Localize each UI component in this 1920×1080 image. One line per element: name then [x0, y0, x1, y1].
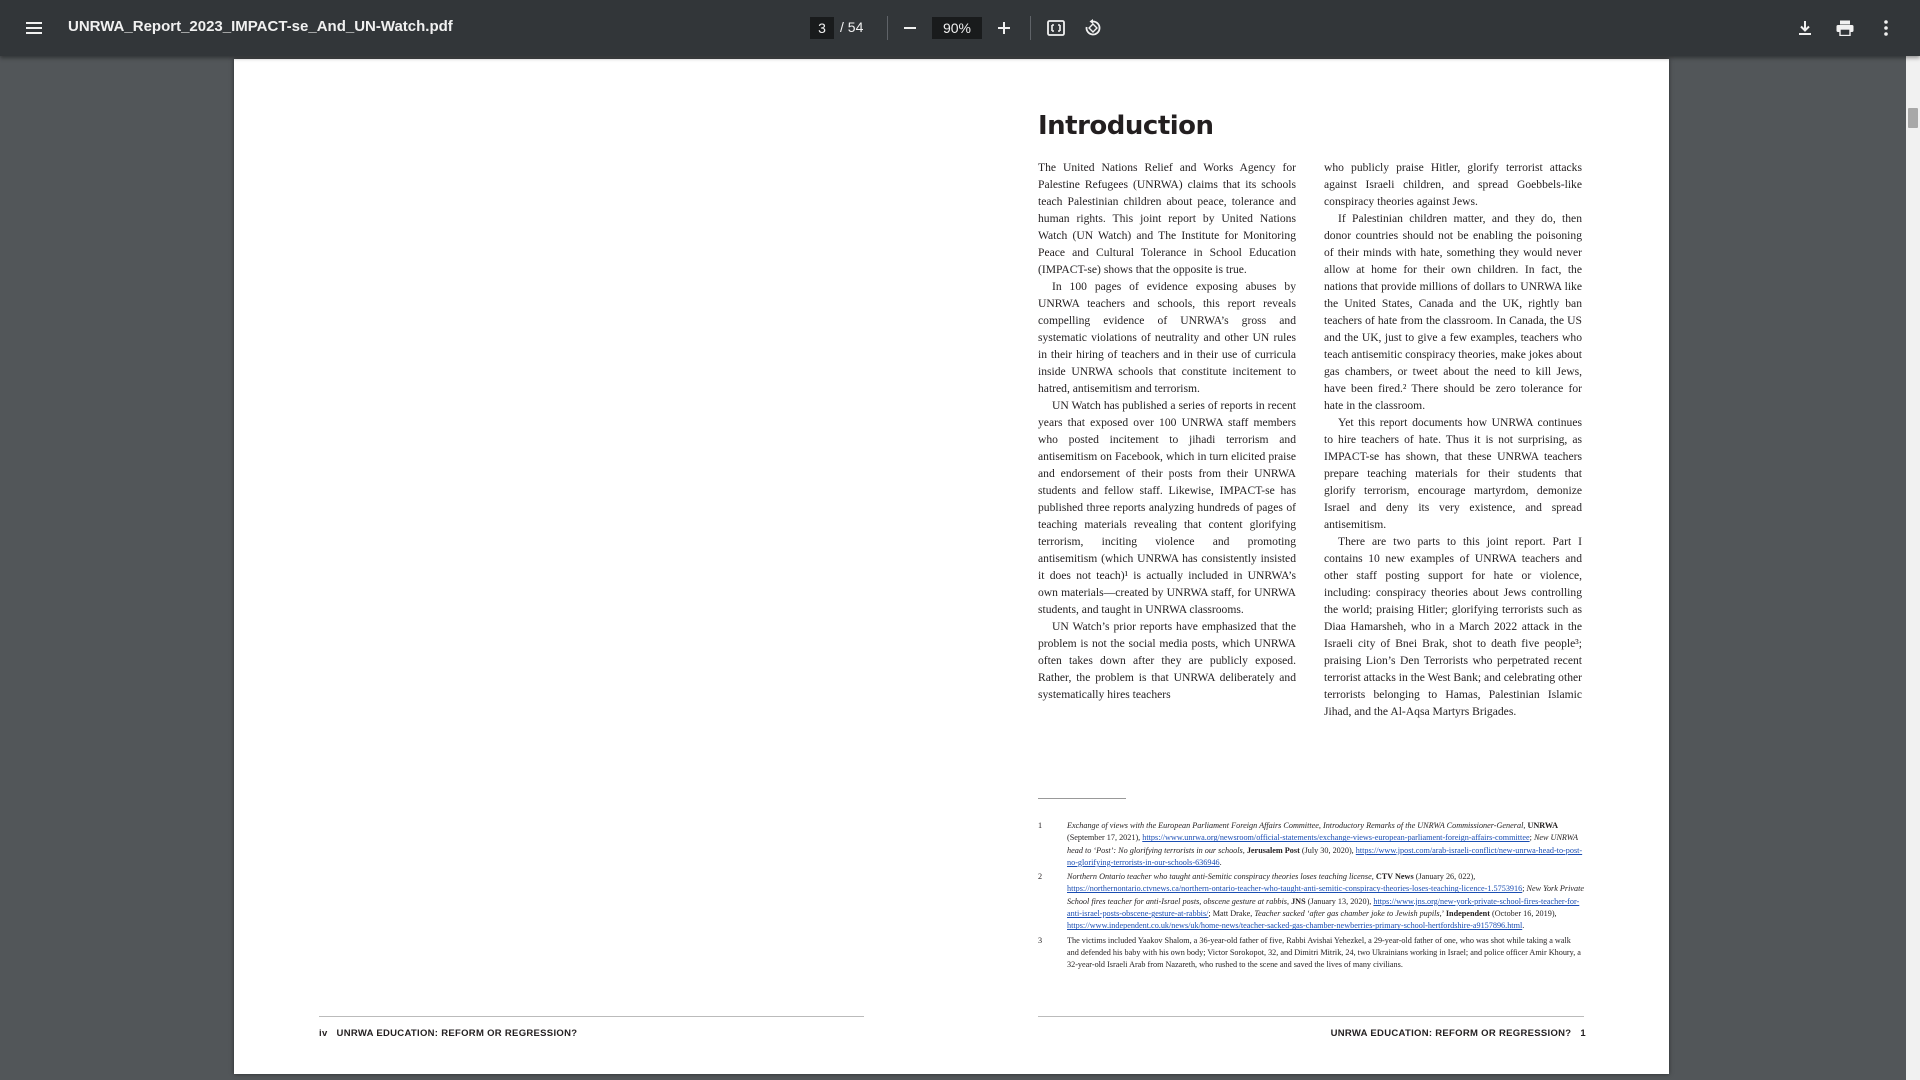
- footnote-title: Teacher sacked ‘after gas chamber joke to Jewish pupils: [1254, 909, 1440, 919]
- more-vertical-icon: [1884, 20, 1888, 36]
- footnote-fragment: ,’: [1439, 909, 1446, 919]
- rotate-icon: [1084, 19, 1102, 37]
- document-viewer[interactable]: [0, 56, 1920, 1080]
- footer-page-number: 1: [1580, 1028, 1586, 1039]
- footnote-fragment: ;: [1529, 833, 1534, 843]
- download-button[interactable]: [1789, 12, 1821, 44]
- footnote: [1038, 935, 1584, 972]
- footnote-fragment: The victims included Yaakov Shalom, a 36-year-old father of five, Rabbi Avishai Yehezkel, a 29-year-old father of one, who was shot while taking a walk and defended his baby with his own body; Victor Sorokopot, 32, and Dimitri Mitrik, 24, two Ukrainians working in Israel; and police officer Amir Khoury, a 32-year-old Israeli Arab from Nazareth, who rushed to the scene and saved the lives of many civilians.: [1067, 935, 1581, 970]
- print-icon: [1836, 20, 1854, 36]
- toolbar-divider: [887, 16, 888, 40]
- footnote-fragment: ,: [1523, 821, 1528, 830]
- paragraph: who publicly praise Hitler, glorify terrorist attacks against Israeli children, and spread Goebbels-like conspiracy theories against Jews.: [1324, 161, 1582, 208]
- section-heading: Introduction: [1038, 111, 1214, 141]
- footnote-fragment: (October 16, 2019),: [1489, 909, 1557, 919]
- toolbar-divider: [1030, 16, 1031, 40]
- scrollbar-thumb[interactable]: [1908, 108, 1918, 128]
- more-actions-button[interactable]: [1870, 12, 1902, 44]
- footnote-fragment: ,: [1286, 896, 1292, 906]
- footnote-fragment: ,: [1242, 845, 1247, 855]
- rotate-button[interactable]: [1077, 12, 1109, 44]
- paragraph: There are two parts to this joint report. Part I contains 10 new examples of UNRWA teachers and other staff posting support for hate or violence, including: conspiracy theories about Jews controlling the world; praising Hitler; glorifying terrorists such as Diaa Hamarsheh, who in a March 2022 attack in the Israeli city of Bnei Brak, shot to death five people³; praising Lion’s Den Terrorists who perpetrated recent terrorist attacks in the West Bank; and celebrating other terrorists belonging to Hamas, Palestinian Islamic Jihad, and the Al-Aqsa Martyrs Brigades.: [1324, 535, 1582, 718]
- footnote-source: Jerusalem Post: [1246, 845, 1300, 855]
- footnote-fragment: .: [1522, 921, 1525, 931]
- paragraph: In 100 pages of evidence exposing abuses by UNRWA teachers and schools, this report reveals compelling evidence of UNRWA’s gross and systematic violations of neutrality and other UN rules in their hiring of teachers and in their use of curricula inside UNRWA schools that constitute incitement to hatred, antisemitism and terrorism.: [1038, 280, 1296, 395]
- footnote-fragment: (September 17, 2021),: [1067, 833, 1143, 843]
- footnote-link[interactable]: https://www.jpost.com/arab-israeli-conflict/new-unrwa-head-to-post-no-glorifying-terrorists-in-our-schools-636946: [1067, 845, 1583, 867]
- footnote-source: CTV News: [1375, 872, 1414, 882]
- footnote-fragment: ,: [1371, 872, 1376, 882]
- document-title: UNRWA_Report_2023_IMPACT-se_And_UN-Watch.pdf: [68, 18, 453, 35]
- footnote-text: [1067, 871, 1584, 932]
- footer-left: [319, 1028, 577, 1039]
- footnote-title: New UNRWA head to ‘Post’: No glorifying terrorists in our schools: [1067, 833, 1578, 855]
- footnote-title: New York Private School fires teacher for anti-Israel posts, obscene gesture at rabbis: [1067, 884, 1585, 906]
- print-button[interactable]: [1829, 12, 1861, 44]
- paragraph: Yet this report documents how UNRWA continues to hire teachers of hate. Thus it is not surprising, as IMPACT-se has shown, that these UNRWA teachers prepare teaching materials for their students that glorify terrorism, encourage martyrdom, demonize Israel and deny its very existence, and spread antisemitism.: [1324, 416, 1582, 531]
- footnote-fragment: (January 26, 022),: [1413, 872, 1476, 882]
- footnote-fragment: ;: [1522, 884, 1527, 894]
- download-icon: [1797, 20, 1813, 36]
- footnote: [1038, 820, 1584, 869]
- pdf-toolbar: [0, 0, 1920, 56]
- vertical-scrollbar[interactable]: [1906, 56, 1920, 1080]
- menu-button[interactable]: [18, 12, 50, 44]
- footnote-title: Northern Ontario teacher who taught anti-Semitic conspiracy theories loses teaching license: [1067, 872, 1372, 882]
- footnote-link[interactable]: https://www.independent.co.uk/news/uk/home-news/teacher-sacked-gas-chamber-newberries-primary-school-hertfordshire-a9157896.html: [1067, 921, 1523, 931]
- footer-page-number: iv: [319, 1028, 328, 1039]
- page-total: / 54: [840, 19, 864, 35]
- paragraph: The United Nations Relief and Works Agency for Palestine Refugees (UNRWA) claims that its schools teach Palestinian children about peace, tolerance and human rights. This joint report by United Nations Watch (UN Watch) and The Institute for Monitoring Peace and Cultural Tolerance in School Education (IMPACT-se) shows that the opposite is true.: [1038, 161, 1296, 276]
- footnote-link[interactable]: https://northernontario.ctvnews.ca/northern-ontario-teacher-who-taught-anti-semitic-conspiracy-theories-loses-teaching-licence-1.5753916: [1067, 884, 1523, 894]
- page-number-input[interactable]: [810, 17, 834, 39]
- footnote-number: 3: [1038, 935, 1043, 945]
- menu-icon: [26, 22, 42, 34]
- text-column-left: [1038, 159, 1296, 703]
- minus-icon: [903, 21, 917, 35]
- footnote-link[interactable]: https://www.unrwa.org/newsroom/official-statements/exchange-views-european-parliament-foreign-affairs-committee: [1142, 833, 1530, 843]
- footnote-link[interactable]: https://www.jns.org/new-york-private-school-fires-teacher-for-anti-israel-posts-obscene-gesture-at-rabbis/: [1067, 896, 1580, 919]
- footnotes: [1038, 820, 1584, 974]
- paragraph: UN Watch’s prior reports have emphasized that the problem is not the social media posts, which UNRWA often takes down after they are publicly exposed. Rather, the problem is that UNRWA deliberately and systematically hires teachers: [1038, 620, 1296, 701]
- paragraph: UN Watch has published a series of reports in recent years that exposed over 100 UNRWA staff members who posted incitement to jihadi terrorism and antisemitism on Facebook, which in turn elicited praise and endorsement of their posts from their UNRWA students and fellow staff. Likewise, IMPACT-se has published three reports analyzing hundreds of pages of teaching materials revealing that content glorifying terrorism, inciting violence and promoting antisemitism (which UNRWA has consistently insisted it does not teach)¹ is actually included in UNRWA’s own materials—created by UNRWA staff, for UNRWA students, and taught in UNRWA classrooms.: [1038, 399, 1296, 616]
- footnote-source: Independent: [1445, 909, 1490, 919]
- fit-to-page-icon: [1047, 20, 1065, 36]
- plus-icon: [997, 21, 1011, 35]
- footnote-source: JNS: [1291, 896, 1306, 906]
- footnote-number: 1: [1038, 821, 1043, 830]
- zoom-in-button[interactable]: [988, 12, 1020, 44]
- footnote-fragment: (July 30, 2020),: [1299, 845, 1356, 855]
- footnote-fragment: .: [1219, 857, 1222, 867]
- footnote-text: [1067, 820, 1584, 869]
- footer-rule-right: [1038, 1016, 1584, 1017]
- paragraph: If Palestinian children matter, and they do, then donor countries should not be enabling the poisoning of their minds with hate, something they would never allow at home for their own children. In fact, the nations that provide millions of dollars to UNRWA like the United States, Canada and the UK, rightly ban teachers of hate from the classroom. In Canada, the US and the UK, just to give a few examples, teachers who teach antisemitic conspiracy theories, make jokes about gas chambers, or tweet about the need to kill Jews, have been fired.² There should be zero tolerance for hate in the classroom.: [1324, 212, 1582, 412]
- footnote-source: UNRWA: [1527, 821, 1559, 830]
- footnote: [1038, 871, 1584, 932]
- footer-rule-left: [319, 1016, 864, 1017]
- footer-running-title: UNRWA EDUCATION: REFORM OR REGRESSION?: [1330, 1028, 1572, 1039]
- footnote-fragment: ; Matt Drake,: [1208, 909, 1255, 919]
- footer-running-title: UNRWA EDUCATION: REFORM OR REGRESSION?: [336, 1028, 578, 1039]
- zoom-input[interactable]: [932, 17, 982, 39]
- zoom-out-button[interactable]: [894, 12, 926, 44]
- footer-right: [1331, 1028, 1586, 1039]
- fit-to-page-button[interactable]: [1040, 12, 1072, 44]
- footnote-text: [1067, 935, 1584, 972]
- text-column-right: [1324, 159, 1582, 720]
- footnote-number: 2: [1038, 872, 1043, 882]
- pdf-page: [234, 59, 1669, 1074]
- footnote-fragment: (January 13, 2020),: [1305, 896, 1374, 906]
- footnote-title: Exchange of views with the European Parliament Foreign Affairs Committee, Introductory Remarks of the UNRWA Commissioner-General: [1067, 821, 1524, 830]
- footnote-divider: [1038, 798, 1126, 799]
